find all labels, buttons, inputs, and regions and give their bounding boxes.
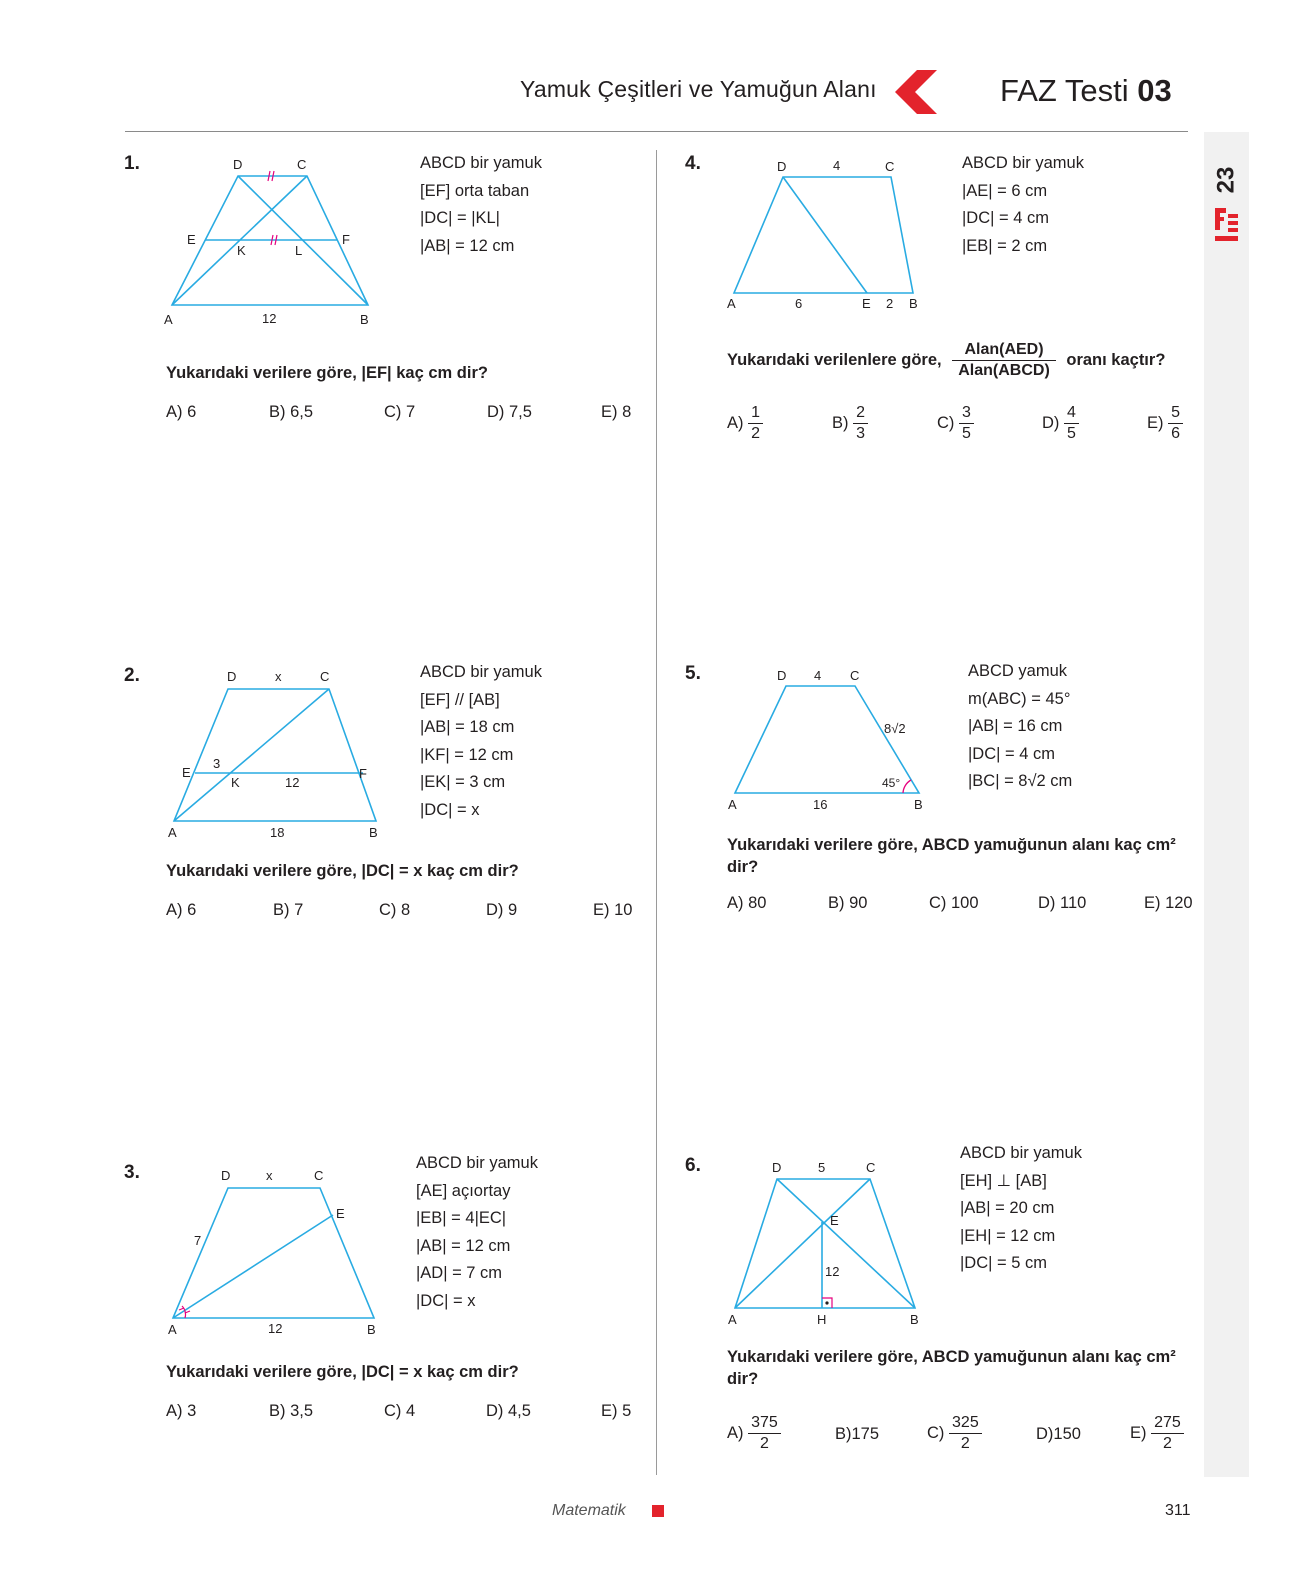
svg-text:D: D <box>221 1168 231 1183</box>
svg-text:18: 18 <box>270 825 285 840</box>
side-tab-label <box>1212 150 1242 260</box>
q6-option-c[interactable]: C) $\frac{325}{2}$ <box>927 1413 982 1454</box>
q4-trapezoid-diagram <box>722 155 942 315</box>
q1-option-a[interactable]: A) 6 <box>166 403 197 421</box>
svg-text:D: D <box>227 669 237 684</box>
svg-text:C: C <box>314 1168 324 1183</box>
svg-text:A: A <box>168 1322 177 1337</box>
q6-option-d[interactable]: D)150 <box>1036 1425 1081 1443</box>
q5-trapezoid-diagram <box>722 665 942 815</box>
svg-text:E: E <box>862 296 871 311</box>
q5-option-d[interactable]: D) 110 <box>1038 894 1087 912</box>
svg-text:K: K <box>237 243 246 258</box>
test-prefix: FAZ Testi <box>1000 73 1129 108</box>
q2-option-c[interactable]: C) 8 <box>379 901 411 919</box>
area-ratio-fraction: $\frac{\text{Alan(AED)}}{\text{Alan(ABCD)}}$ <box>952 340 1056 381</box>
svg-text:B: B <box>910 1312 919 1327</box>
svg-text:C: C <box>885 159 895 174</box>
svg-text:C: C <box>866 1160 876 1175</box>
footer-subject: Matematik <box>552 1502 626 1519</box>
svg-text:B: B <box>369 825 378 840</box>
q3-option-c[interactable]: C) 4 <box>384 1402 416 1420</box>
svg-text:B: B <box>360 312 369 327</box>
question-number: 3. <box>124 1162 140 1183</box>
svg-text:x: x <box>266 1168 273 1183</box>
q3-option-d[interactable]: D) 4,5 <box>486 1402 531 1420</box>
q4-question-text: Yukarıdaki verilenlere göre, $\frac{\text{Alan(AED)}}{\text{Alan(ABCD)}}$ oranı kaçtır? <box>727 341 1166 379</box>
q6-option-b[interactable]: B)175 <box>835 1425 880 1443</box>
svg-text:12: 12 <box>262 311 277 326</box>
q3-trapezoid-diagram <box>160 1160 400 1340</box>
svg-text:A: A <box>728 1312 737 1327</box>
svg-text:D: D <box>772 1160 782 1175</box>
svg-text:B: B <box>914 797 923 812</box>
column-divider <box>656 150 657 1475</box>
svg-text:C: C <box>320 669 330 684</box>
chevron-logo-icon <box>893 68 939 116</box>
question-number: 4. <box>685 153 701 174</box>
q5-option-c[interactable]: C) 100 <box>929 894 979 912</box>
svg-text:F: F <box>342 232 350 247</box>
svg-text:H: H <box>817 1312 827 1327</box>
question-number: 6. <box>685 1155 701 1176</box>
q5-option-b[interactable]: B) 90 <box>828 894 868 912</box>
q2-option-b[interactable]: B) 7 <box>273 901 304 919</box>
svg-text:8√2: 8√2 <box>884 721 906 736</box>
q1-option-c[interactable]: C) 7 <box>384 403 416 421</box>
angle-arc-icon <box>903 780 911 793</box>
svg-text:12: 12 <box>825 1264 840 1279</box>
svg-text:B: B <box>909 296 918 311</box>
q5-option-a[interactable]: A) 80 <box>727 894 767 912</box>
q2-option-a[interactable]: A) 6 <box>166 901 197 919</box>
q3-option-a[interactable]: A) 3 <box>166 1402 197 1420</box>
svg-text:A: A <box>164 312 173 327</box>
svg-text:E: E <box>182 765 191 780</box>
svg-text:L: L <box>295 243 303 258</box>
q2-question-text: Yukarıdaki verilere göre, |DC| = x kaç cm dir? <box>166 862 519 880</box>
header-divider <box>125 131 1188 132</box>
q1-option-d[interactable]: D) 7,5 <box>487 403 532 421</box>
q4-given-list: ABCD bir yamuk |AE| = 6 cm |DC| = 4 cm |EB| = 2 cm <box>962 154 1084 255</box>
svg-text:E: E <box>336 1206 345 1221</box>
q4-option-d[interactable]: D) $\frac{4}{5}$ <box>1042 403 1079 444</box>
svg-text:C: C <box>850 668 860 683</box>
q1-trapezoid-diagram <box>160 155 400 335</box>
q6-given-list: ABCD bir yamuk [EH] ⊥ [AB] |AB| = 20 cm |EH| = 12 cm |DC| = 5 cm <box>960 1144 1082 1272</box>
question-number: 1. <box>124 153 140 174</box>
svg-text:D: D <box>777 159 787 174</box>
q6-question-text: Yukarıdaki verilere göre, ABCD yamuğunun alanı kaç cm² dir? <box>727 1348 1176 1388</box>
q1-given-list: ABCD bir yamuk [EF] orta taban |DC| = |KL| |AB| = 12 cm <box>420 154 542 255</box>
svg-text:7: 7 <box>194 1233 202 1248</box>
svg-text:D: D <box>777 668 787 683</box>
q6-trapezoid-diagram <box>722 1155 942 1335</box>
side-number: 23 <box>1212 166 1240 194</box>
svg-text:6: 6 <box>795 296 803 311</box>
svg-text:A: A <box>728 797 737 812</box>
q3-given-list: ABCD bir yamuk [AE] açıortay |EB| = 4|EC| |AB| = 12 cm |AD| = 7 cm |DC| = x <box>416 1154 538 1310</box>
question-number: 2. <box>124 665 140 686</box>
svg-text:12: 12 <box>285 775 300 790</box>
question-number: 5. <box>685 663 701 684</box>
svg-text:K: K <box>231 775 240 790</box>
footer-square-icon <box>652 1505 664 1517</box>
test-title <box>1000 73 1172 109</box>
q2-option-d[interactable]: D) 9 <box>486 901 518 919</box>
svg-text:12: 12 <box>268 1321 283 1336</box>
svg-text:4: 4 <box>833 158 841 173</box>
q4-option-b[interactable]: B) $\frac{2}{3}$ <box>832 403 868 444</box>
q6-option-a[interactable]: A) $\frac{375}{2}$ <box>727 1413 781 1454</box>
q1-question-text: Yukarıdaki verilere göre, |EF| kaç cm dir? <box>166 364 488 382</box>
svg-text:4: 4 <box>814 668 822 683</box>
svg-text:A: A <box>168 825 177 840</box>
q4-option-a[interactable]: A) $\frac{1}{2}$ <box>727 403 763 444</box>
svg-text:B: B <box>367 1322 376 1337</box>
svg-text:A: A <box>727 296 736 311</box>
svg-text:E: E <box>830 1213 839 1228</box>
chapter-title: Yamuk Çeşitleri ve Yamuğun Alanı <box>520 76 877 102</box>
svg-text:45°: 45° <box>882 776 901 790</box>
q4-option-e[interactable]: E) $\frac{5}{6}$ <box>1147 403 1183 444</box>
svg-text:C: C <box>297 157 307 172</box>
q2-option-e[interactable]: E) 10 <box>593 901 633 919</box>
svg-text:x: x <box>275 669 282 684</box>
q5-given-list: ABCD yamuk m(ABC) = 45° |AB| = 16 cm |DC| = 4 cm |BC| = 8√2 cm <box>968 662 1073 790</box>
q2-trapezoid-diagram <box>160 665 400 845</box>
test-number: 03 <box>1137 73 1172 108</box>
svg-text:E: E <box>187 232 196 247</box>
q2-given-list: ABCD bir yamuk [EF] // [AB] |AB| = 18 cm |KF| = 12 cm |EK| = 3 cm |DC| = x <box>420 663 542 819</box>
svg-text:D: D <box>233 157 243 172</box>
svg-text:3: 3 <box>213 756 221 771</box>
q3-question-text: Yukarıdaki verilere göre, |DC| = x kaç cm dir? <box>166 1363 519 1381</box>
side-strip <box>1204 132 1249 1477</box>
q1-option-b[interactable]: B) 6,5 <box>269 403 314 421</box>
faz-logo-icon <box>1215 208 1238 241</box>
svg-text:5: 5 <box>818 1160 826 1175</box>
q1-option-e[interactable]: E) 8 <box>601 403 632 421</box>
q3-option-e[interactable]: E) 5 <box>601 1402 632 1420</box>
q5-option-e[interactable]: E) 120 <box>1144 894 1193 912</box>
svg-text:16: 16 <box>813 797 828 812</box>
svg-text:F: F <box>359 766 367 781</box>
q6-option-e[interactable]: E) $\frac{275}{2}$ <box>1130 1413 1184 1454</box>
q3-option-b[interactable]: B) 3,5 <box>269 1402 314 1420</box>
q5-question-text: Yukarıdaki verilere göre, ABCD yamuğunun alanı kaç cm² dir? <box>727 836 1176 876</box>
q4-option-c[interactable]: C) $\frac{3}{5}$ <box>937 403 974 444</box>
page-number: 311 <box>1165 1502 1191 1519</box>
svg-text:2: 2 <box>886 296 894 311</box>
